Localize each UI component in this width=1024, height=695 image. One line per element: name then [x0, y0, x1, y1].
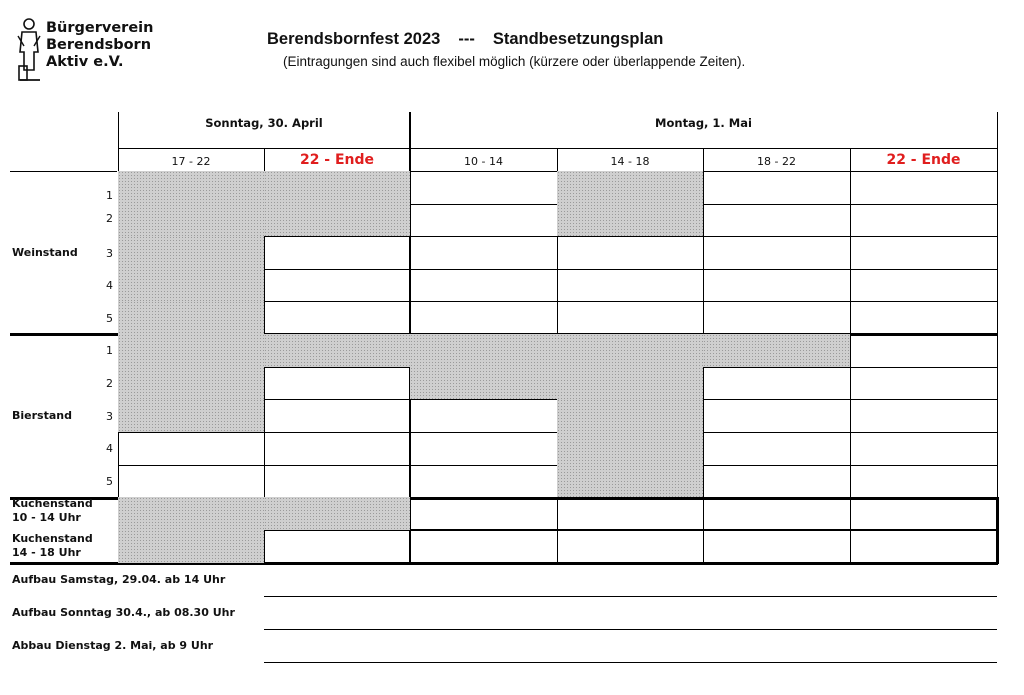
weinstand-shaded-cell[interactable] [264, 204, 410, 236]
bierstand-shaded-cell[interactable] [118, 367, 264, 399]
day-header-sunday: Sonntag, 30. April [205, 116, 323, 130]
col-header-5: 18 - 22 [757, 155, 796, 168]
weinstand-shaded-cell[interactable] [557, 171, 703, 204]
bierstand-shaded-cell[interactable] [410, 334, 557, 367]
kuchenstand-shaded-cell[interactable] [264, 497, 410, 530]
footer-setup-sunday: Aufbau Sonntag 30.4., ab 08.30 Uhr [12, 606, 235, 619]
bierstand-shaded-cell[interactable] [118, 399, 264, 432]
bierstand-shaded-cell[interactable] [557, 465, 703, 497]
title-plan: Standbesetzungsplan [492, 30, 664, 48]
weinstand-shaded-cell[interactable] [118, 171, 264, 204]
weinstand-shaded-cell[interactable] [118, 236, 264, 269]
footer-line [264, 629, 997, 630]
footer-teardown-tuesday: Abbau Dienstag 2. Mai, ab 9 Uhr [12, 639, 214, 652]
col-header-2: 22 - Ende [299, 152, 375, 168]
logo-line-2: Berendsborn [46, 37, 152, 53]
grid-line-v [997, 171, 998, 497]
col-header-1: 17 - 22 [171, 155, 211, 168]
logo-line-3: Aktiv e.V. [46, 54, 124, 70]
row-number: 5 [106, 312, 113, 325]
kuchen-label-2-line2: 14 - 18 Uhr [12, 546, 81, 559]
weinstand-shaded-cell[interactable] [264, 171, 410, 204]
page-subtitle: (Eintragungen sind auch flexibel möglich (kürzere oder überlappende Zeiten). [283, 54, 746, 69]
weinstand-shaded-cell[interactable] [118, 301, 264, 334]
footer-setup-saturday: Aufbau Samstag, 29.04. ab 14 Uhr [12, 573, 226, 586]
grid-line-h [10, 171, 117, 172]
section-label-weinstand: Weinstand [12, 246, 78, 259]
bierstand-shaded-cell[interactable] [557, 432, 703, 465]
title-separator: --- [458, 30, 475, 48]
kuchenstand-shaded-cell[interactable] [118, 497, 264, 530]
footer-line [264, 662, 997, 663]
bierstand-shaded-cell[interactable] [264, 334, 410, 367]
day-header-monday: Montag, 1. Mai [655, 116, 752, 130]
kuchen-label-1-line1: Kuchenstand [12, 497, 93, 510]
bierstand-shaded-cell[interactable] [118, 334, 264, 367]
bierstand-shaded-cell[interactable] [557, 367, 703, 399]
row-number: 1 [106, 189, 113, 202]
row-number: 1 [106, 344, 113, 357]
bierstand-shaded-cell[interactable] [557, 399, 703, 432]
bierstand-shaded-cell[interactable] [557, 334, 703, 367]
row-number: 4 [106, 442, 113, 455]
weinstand-shaded-cell[interactable] [118, 204, 264, 236]
logo-line-1: Bürgerverein [46, 20, 154, 36]
kuchen-label-1-line2: 10 - 14 Uhr [12, 511, 81, 524]
col-header-4: 14 - 18 [610, 155, 650, 168]
col-header-3: 10 - 14 [464, 155, 503, 168]
row-number: 5 [106, 475, 113, 488]
kuchen-label-1 [12, 497, 93, 525]
bierstand-shaded-cell[interactable] [703, 334, 850, 367]
row-number: 3 [106, 247, 113, 260]
row-number: 2 [106, 377, 113, 390]
row-number: 4 [106, 279, 113, 292]
bierstand-shaded-cell[interactable] [410, 367, 557, 399]
kuchen-label-2 [12, 532, 93, 560]
row-number: 3 [106, 410, 113, 423]
kuchenstand-shaded-cell[interactable] [118, 530, 264, 563]
title-event: Berendsbornfest 2023 [267, 30, 441, 48]
weinstand-shaded-cell[interactable] [118, 269, 264, 301]
kuchen-label-2-line1: Kuchenstand [12, 532, 93, 545]
section-label-bierstand: Bierstand [12, 409, 72, 422]
col-header-6: 22 - Ende [886, 152, 961, 168]
row-number: 2 [106, 212, 113, 225]
footer-line [264, 596, 997, 597]
grid-line-v [997, 112, 998, 171]
grid-line-h [118, 148, 997, 149]
weinstand-shaded-cell[interactable] [557, 204, 703, 236]
